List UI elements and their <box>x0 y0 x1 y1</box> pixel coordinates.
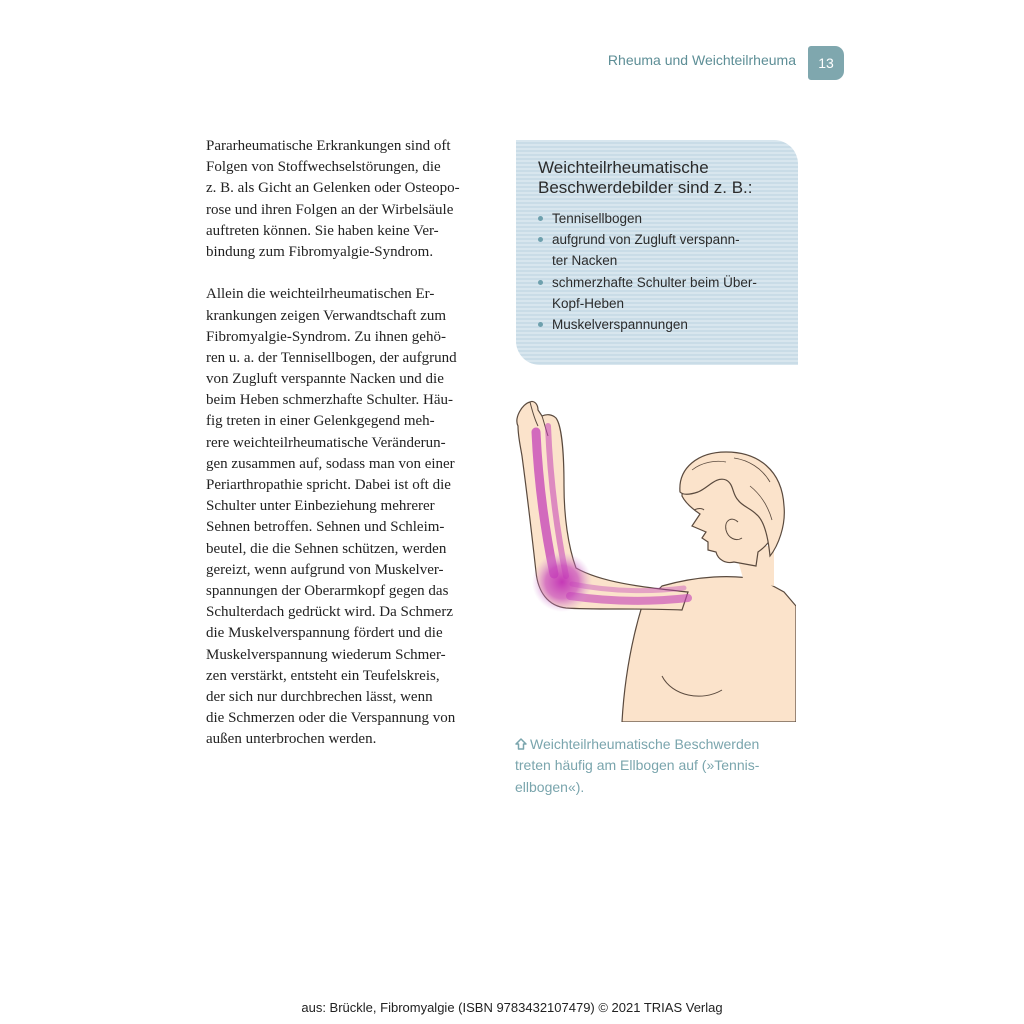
text-line: Folgen von Stoffwechselstörungen, die <box>206 159 441 176</box>
paragraph-gap <box>206 263 491 284</box>
page-number: 13 <box>808 46 844 80</box>
text-line: ren u. a. der Tennisellbogen, der aufgrund <box>206 349 457 366</box>
text-line: gereizt, wenn aufgrund von Muskelver- <box>206 561 444 578</box>
elbow-pain-spot <box>532 552 592 612</box>
bullet-icon <box>538 280 543 285</box>
text-line: zen verstärkt, entsteht ein Teufelskreis, <box>206 667 440 684</box>
text-line: rere weichteilrheumatische Veränderun- <box>206 434 446 451</box>
bullet-icon <box>538 216 543 221</box>
running-head: Rheuma und Weichteilrheuma <box>607 52 796 68</box>
info-box-title <box>538 158 784 198</box>
text-line: die Schmerzen oder die Verspannung von <box>206 710 456 727</box>
bullet-icon <box>538 322 543 327</box>
body-text <box>206 136 491 750</box>
list-item-text: ter Nacken <box>552 253 618 269</box>
text-line: fig treten in einer Gelenkgegend meh- <box>206 413 435 430</box>
figure-svg <box>512 396 796 722</box>
caption-line: ellbogen«). <box>515 778 585 795</box>
text-line: Sehnen betroffen. Sehnen und Schleim- <box>206 519 445 536</box>
list-item <box>538 208 784 229</box>
list-item-text: schmerzhafte Schulter beim Über- <box>552 274 757 290</box>
title-line: Beschwerdebilder sind z. B.: <box>538 178 753 197</box>
text-line: beim Heben schmerzhafte Schulter. Häu- <box>206 392 453 409</box>
list-item-text: Kopf-Heben <box>552 295 625 311</box>
text-line: außen unterbrochen werden. <box>206 731 377 748</box>
text-line: auftreten können. Sie haben keine Ver- <box>206 222 439 239</box>
list-item <box>538 272 784 314</box>
text-line: Periarthropathie spricht. Dabei ist oft die <box>206 477 451 493</box>
list-item <box>538 229 784 271</box>
text-line: beutel, die die Sehnen schützen, werden <box>206 540 447 557</box>
list-item-text: Muskelverspannungen <box>552 317 688 333</box>
text-line: spannungen der Oberarmkopf gegen das <box>206 582 449 599</box>
text-line: von Zugluft verspannte Nacken und die <box>206 371 444 388</box>
tennis-elbow-illustration <box>512 396 796 722</box>
info-box <box>516 140 798 365</box>
up-arrow-icon <box>515 738 527 750</box>
text-line: Muskelverspannung wiederum Schmer- <box>206 646 446 663</box>
caption-line: treten häufig am Ellbogen auf (»Tennis- <box>515 757 760 774</box>
bullet-icon <box>538 237 543 242</box>
figure-caption <box>515 734 785 798</box>
text-line: Schulterdach gedrückt wird. Da Schmerz <box>206 604 453 621</box>
text-line: z. B. als Gicht an Gelenken oder Osteopo- <box>206 180 460 197</box>
caption-line-1 <box>515 734 785 755</box>
text-line: Fibromyalgie-Syndrom. Zu ihnen gehö- <box>206 328 446 345</box>
footer-credit: aus: Brückle, Fibromyalgie (ISBN 9783432107479) © 2021 TRIAS Verlag <box>301 1000 723 1015</box>
text-line: gen zusammen auf, sodass man von einer <box>206 455 455 472</box>
text-line: Schulter unter Einbeziehung mehrerer <box>206 498 435 515</box>
text-line: Allein die weichteilrheumatischen Er- <box>206 286 435 303</box>
text-line: krankungen zeigen Verwandtschaft zum <box>206 307 447 324</box>
info-box-list <box>538 208 784 335</box>
paragraph-1 <box>206 136 491 263</box>
caption-text: Weichteilrheumatische Beschwerden <box>530 736 760 752</box>
title-line: Weichteilrheumatische <box>538 158 709 177</box>
list-item-text: Tennisellbogen <box>552 211 643 226</box>
text-line: der sich nur durchbrechen lässt, wenn <box>206 688 433 705</box>
text-line: die Muskelverspannung fördert und die <box>206 625 443 642</box>
text-line: bindung zum Fibromyalgie-Syndrom. <box>206 243 434 260</box>
list-item <box>538 314 784 335</box>
list-item-text: aufgrund von Zugluft verspann- <box>552 232 740 248</box>
paragraph-2 <box>206 284 491 750</box>
text-line: Pararheumatische Erkrankungen sind oft <box>206 138 451 154</box>
text-line: rose und ihren Folgen an der Wirbelsäule <box>206 201 454 218</box>
